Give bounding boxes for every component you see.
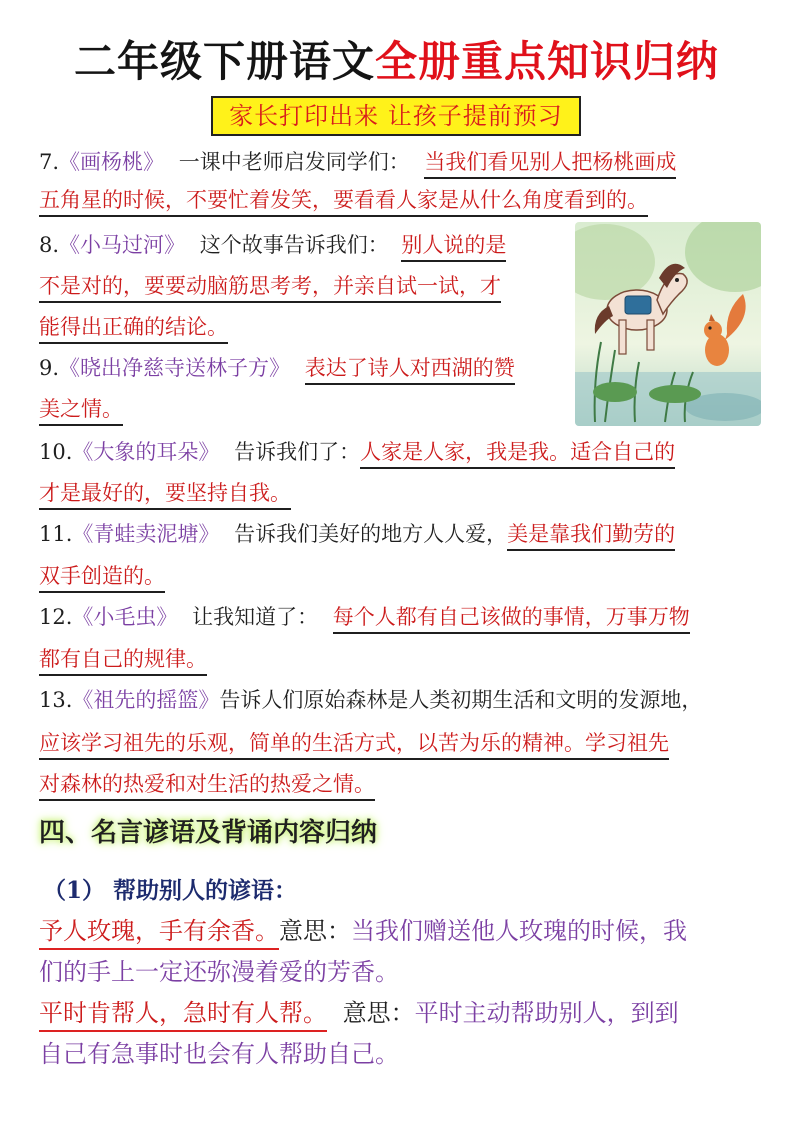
item-answer: 不是对的，要要动脑筋思考考，并亲自试一试，才 bbox=[39, 274, 501, 303]
proverb-1-line-2 bbox=[39, 956, 399, 988]
proverb-text: 平时肯帮人，急时有人帮。 bbox=[39, 999, 327, 1032]
item-9-line-1 bbox=[39, 352, 515, 384]
item-answer: 对森林的热爱和对生活的热爱之情。 bbox=[39, 772, 375, 801]
item-number: 7. bbox=[39, 150, 60, 174]
book-title: 《大象的耳朵》 bbox=[72, 440, 220, 464]
book-title: 《画杨桃》 bbox=[59, 150, 165, 174]
item-answer: 别人说的是 bbox=[401, 233, 506, 262]
item-12-line-2 bbox=[39, 643, 207, 675]
subsection-heading: （1） 帮助别人的谚语： bbox=[43, 877, 298, 904]
item-lead: 告诉人们原始森林是人类初期生活和文明的发源地， bbox=[219, 688, 703, 712]
item-lead: 这个故事告诉我们： bbox=[199, 233, 389, 257]
item-answer: 当我们看见别人把杨桃画成 bbox=[424, 150, 676, 179]
meaning-text: 自己有急事时也会有人帮助自己。 bbox=[39, 1040, 399, 1068]
item-9-line-2 bbox=[39, 393, 123, 425]
item-7-line-1 bbox=[39, 146, 676, 178]
title-red-part: 全册重点知识归纳 bbox=[375, 37, 720, 86]
item-answer: 五角星的时候，不要忙着发笑，要看看人家是从什么角度看到的。 bbox=[39, 188, 648, 217]
item-lead: 让我知道了： bbox=[192, 605, 319, 629]
meaning-text: 们的手上一定还弥漫着爱的芳香。 bbox=[39, 958, 399, 986]
item-answer: 美是靠我们勤劳的 bbox=[507, 522, 675, 551]
item-number: 12. bbox=[39, 605, 73, 629]
item-number: 8. bbox=[39, 233, 60, 257]
book-title: 《小马过河》 bbox=[59, 233, 186, 257]
item-lead: 一课中老师启发同学们： bbox=[178, 150, 410, 174]
proverb-2-line-1 bbox=[39, 997, 679, 1029]
proverb-1-line-1 bbox=[39, 915, 687, 947]
page-title bbox=[0, 34, 793, 90]
item-7-line-2 bbox=[39, 184, 648, 216]
item-10-line-2 bbox=[39, 477, 291, 509]
item-number: 13. bbox=[39, 688, 73, 712]
meaning-label: 意思： bbox=[279, 917, 351, 945]
item-answer: 才是最好的，要坚持自我。 bbox=[39, 481, 291, 510]
item-answer: 每个人都有自己该做的事情，万事万物 bbox=[333, 605, 690, 634]
item-number: 9. bbox=[39, 356, 60, 380]
title-black-part: 二年级下册语文 bbox=[73, 37, 375, 86]
proverb-2-line-2 bbox=[39, 1038, 399, 1070]
banner: 家长打印出来 让孩子提前预习 bbox=[211, 96, 581, 136]
meaning-text: 平时主动帮助别人，到到 bbox=[414, 999, 679, 1027]
illustration-svg bbox=[575, 222, 761, 426]
item-answer: 表达了诗人对西湖的赞 bbox=[305, 356, 515, 385]
item-answer: 人家是人家，我是我。适合自己的 bbox=[360, 440, 675, 469]
section-heading: 四、名言谚语及背诵内容归纳 bbox=[39, 818, 378, 848]
meaning-label: 意思： bbox=[342, 999, 415, 1027]
item-number: 10. bbox=[39, 440, 73, 464]
item-11-line-2 bbox=[39, 560, 165, 592]
book-title: 《小毛虫》 bbox=[72, 605, 178, 629]
item-answer: 都有自己的规律。 bbox=[39, 647, 207, 676]
item-11-line-1 bbox=[39, 518, 675, 550]
item-lead: 告诉我们美好的地方人人爱， bbox=[234, 522, 508, 546]
item-13-line-2 bbox=[39, 727, 669, 759]
proverb-text: 予人玫瑰，手有余香。 bbox=[39, 917, 279, 950]
book-title: 《晓出净慈寺送林子方》 bbox=[59, 356, 291, 380]
item-10-line-1 bbox=[39, 436, 675, 468]
item-answer: 应该学习祖先的乐观，简单的生活方式，以苦为乐的精神。学习祖先 bbox=[39, 731, 669, 760]
item-answer: 能得出正确的结论。 bbox=[39, 315, 228, 344]
item-8-line-3 bbox=[39, 311, 228, 343]
item-12-line-1 bbox=[39, 601, 690, 633]
meaning-text: 当我们赠送他人玫瑰的时候，我 bbox=[351, 917, 687, 945]
item-answer: 美之情。 bbox=[39, 397, 123, 426]
item-8-line-2 bbox=[39, 270, 501, 302]
item-8-line-1 bbox=[39, 229, 506, 261]
item-13-line-1 bbox=[39, 684, 702, 716]
item-number: 11. bbox=[39, 522, 73, 546]
item-lead: 告诉我们了： bbox=[234, 440, 361, 464]
book-title: 《祖先的摇篮》 bbox=[72, 688, 220, 712]
item-answer: 双手创造的。 bbox=[39, 564, 165, 593]
book-title: 《青蛙卖泥塘》 bbox=[72, 522, 220, 546]
item-13-line-3 bbox=[39, 768, 375, 800]
pony-squirrel-illustration bbox=[575, 222, 761, 426]
